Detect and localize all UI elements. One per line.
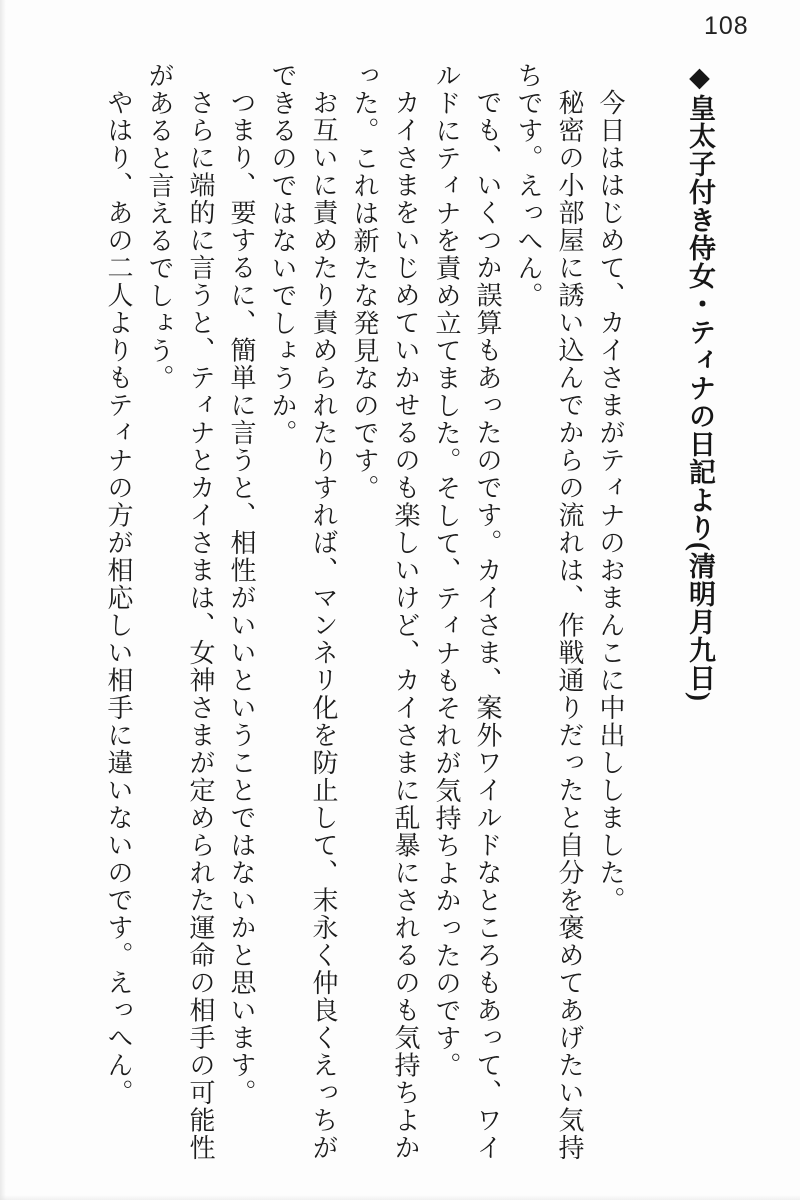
diary-text-block <box>98 62 720 1174</box>
diary-paragraph: カイさまをいじめていかせるのも楽しいけど、カイさまに乱暴にされるのも気持ちよかった。これは新たな発見なのです。 <box>350 62 420 1162</box>
diary-paragraph: お互いに責めたり責められたりすれば、マンネリ化を防止して、末永く仲良くえっちができるのではないでしょうか。 <box>268 62 338 1162</box>
diary-paragraph: やはり、あの二人よりもティナの方が相応しい相手に違いないのです。えっへん。 <box>104 89 133 1107</box>
diary-paragraph: でも、いくつか誤算もあったのです。カイさま、案外ワイルドなところもあって、ワイルドにティナを責め立てました。そして、ティナもそれが気持ちよかったのです。 <box>432 62 502 1162</box>
scan-edge-shadow-left <box>0 0 6 1200</box>
diary-paragraph: つまり、要するに、簡単に言うと、相性がいいということではないかと思います。 <box>227 89 256 1107</box>
diary-paragraph: 今日ははじめて、カイさまがティナのおまんこに中出ししました。 <box>596 89 625 914</box>
diary-title: ◆皇太子付き侍女・ティナの日記より(清明月九日) <box>685 62 715 702</box>
page-number: 108 <box>704 12 749 40</box>
scan-edge-shadow-bottom <box>0 1195 800 1200</box>
diary-paragraphs <box>98 62 631 1174</box>
diary-paragraph: 秘密の小部屋に誘い込んでからの流れは、作戦通りだったと自分を褒めてあげたい気持ちです。えっへん。 <box>514 62 584 1162</box>
diary-paragraph: さらに端的に言うと、ティナとカイさまは、女神さまが定められた運命の相手の可能性があると言えるでしょう。 <box>145 62 215 1162</box>
